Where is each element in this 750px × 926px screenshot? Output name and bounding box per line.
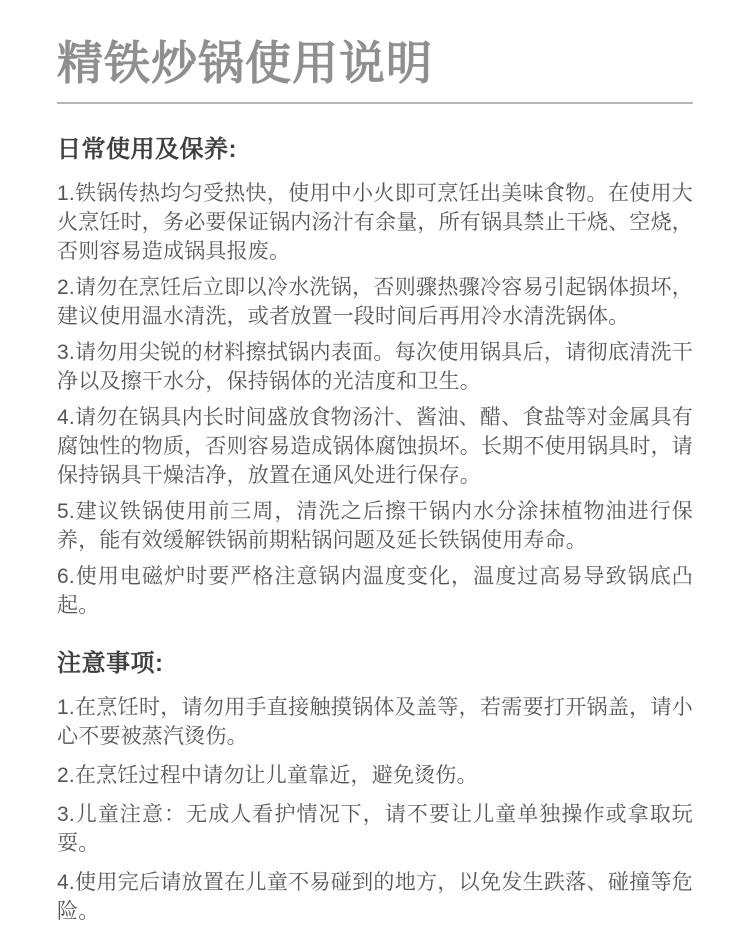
section-precautions [57, 648, 693, 926]
list-item: 4.请勿在锅具内长时间盛放食物汤汁、酱油、醋、食盐等对金属具有腐蚀性的物质，否则容易造成锅体腐蚀损坏。长期不使用锅具时，请保持锅具干燥洁净，放置在通风处进行保存。 [57, 406, 693, 487]
title-divider [57, 102, 693, 104]
list-item: 4.使用完后请放置在儿童不易碰到的地方，以免发生跌落、碰撞等危险。 [57, 871, 693, 923]
document-body [57, 134, 693, 926]
list-item: 6.使用电磁炉时要严格注意锅内温度变化，温度过高易导致锅底凸起。 [57, 565, 693, 617]
list-item: 5.建议铁锅使用前三周，清洗之后擦干锅内水分涂抹植物油进行保养，能有效缓解铁锅前期粘锅问题及延长铁锅使用寿命。 [57, 500, 693, 552]
list-item: 3.请勿用尖锐的材料擦拭锅内表面。每次使用锅具后，请彻底清洗干净以及擦干水分，保持锅体的光洁度和卫生。 [57, 341, 693, 393]
list-item: 2.请勿在烹饪后立即以冷水洗锅，否则骤热骤冷容易引起锅体损坏，建议使用温水清洗，或者放置一段时间后再用冷水清洗锅体。 [57, 276, 693, 328]
section-heading-precautions: 注意事项: [57, 650, 164, 677]
list-item: 2.在烹饪过程中请勿让儿童靠近，避免烫伤。 [57, 764, 478, 787]
list-item: 3.儿童注意：无成人看护情况下，请不要让儿童单独操作或拿取玩耍。 [57, 803, 693, 855]
section-daily-use [57, 134, 693, 620]
list-item: 1.铁锅传热均匀受热快，使用中小火即可烹饪出美味食物。在使用大火烹饪时，务必要保证锅内汤汁有余量，所有锅具禁止干烧、空烧，否则容易造成锅具报废。 [57, 182, 693, 263]
section-heading-daily-use: 日常使用及保养: [57, 136, 237, 163]
list-item: 1.在烹饪时，请勿用手直接触摸锅体及盖等，若需要打开锅盖，请小心不要被蒸汽烫伤。 [57, 696, 693, 748]
page-title: 精铁炒锅使用说明 [57, 37, 433, 89]
